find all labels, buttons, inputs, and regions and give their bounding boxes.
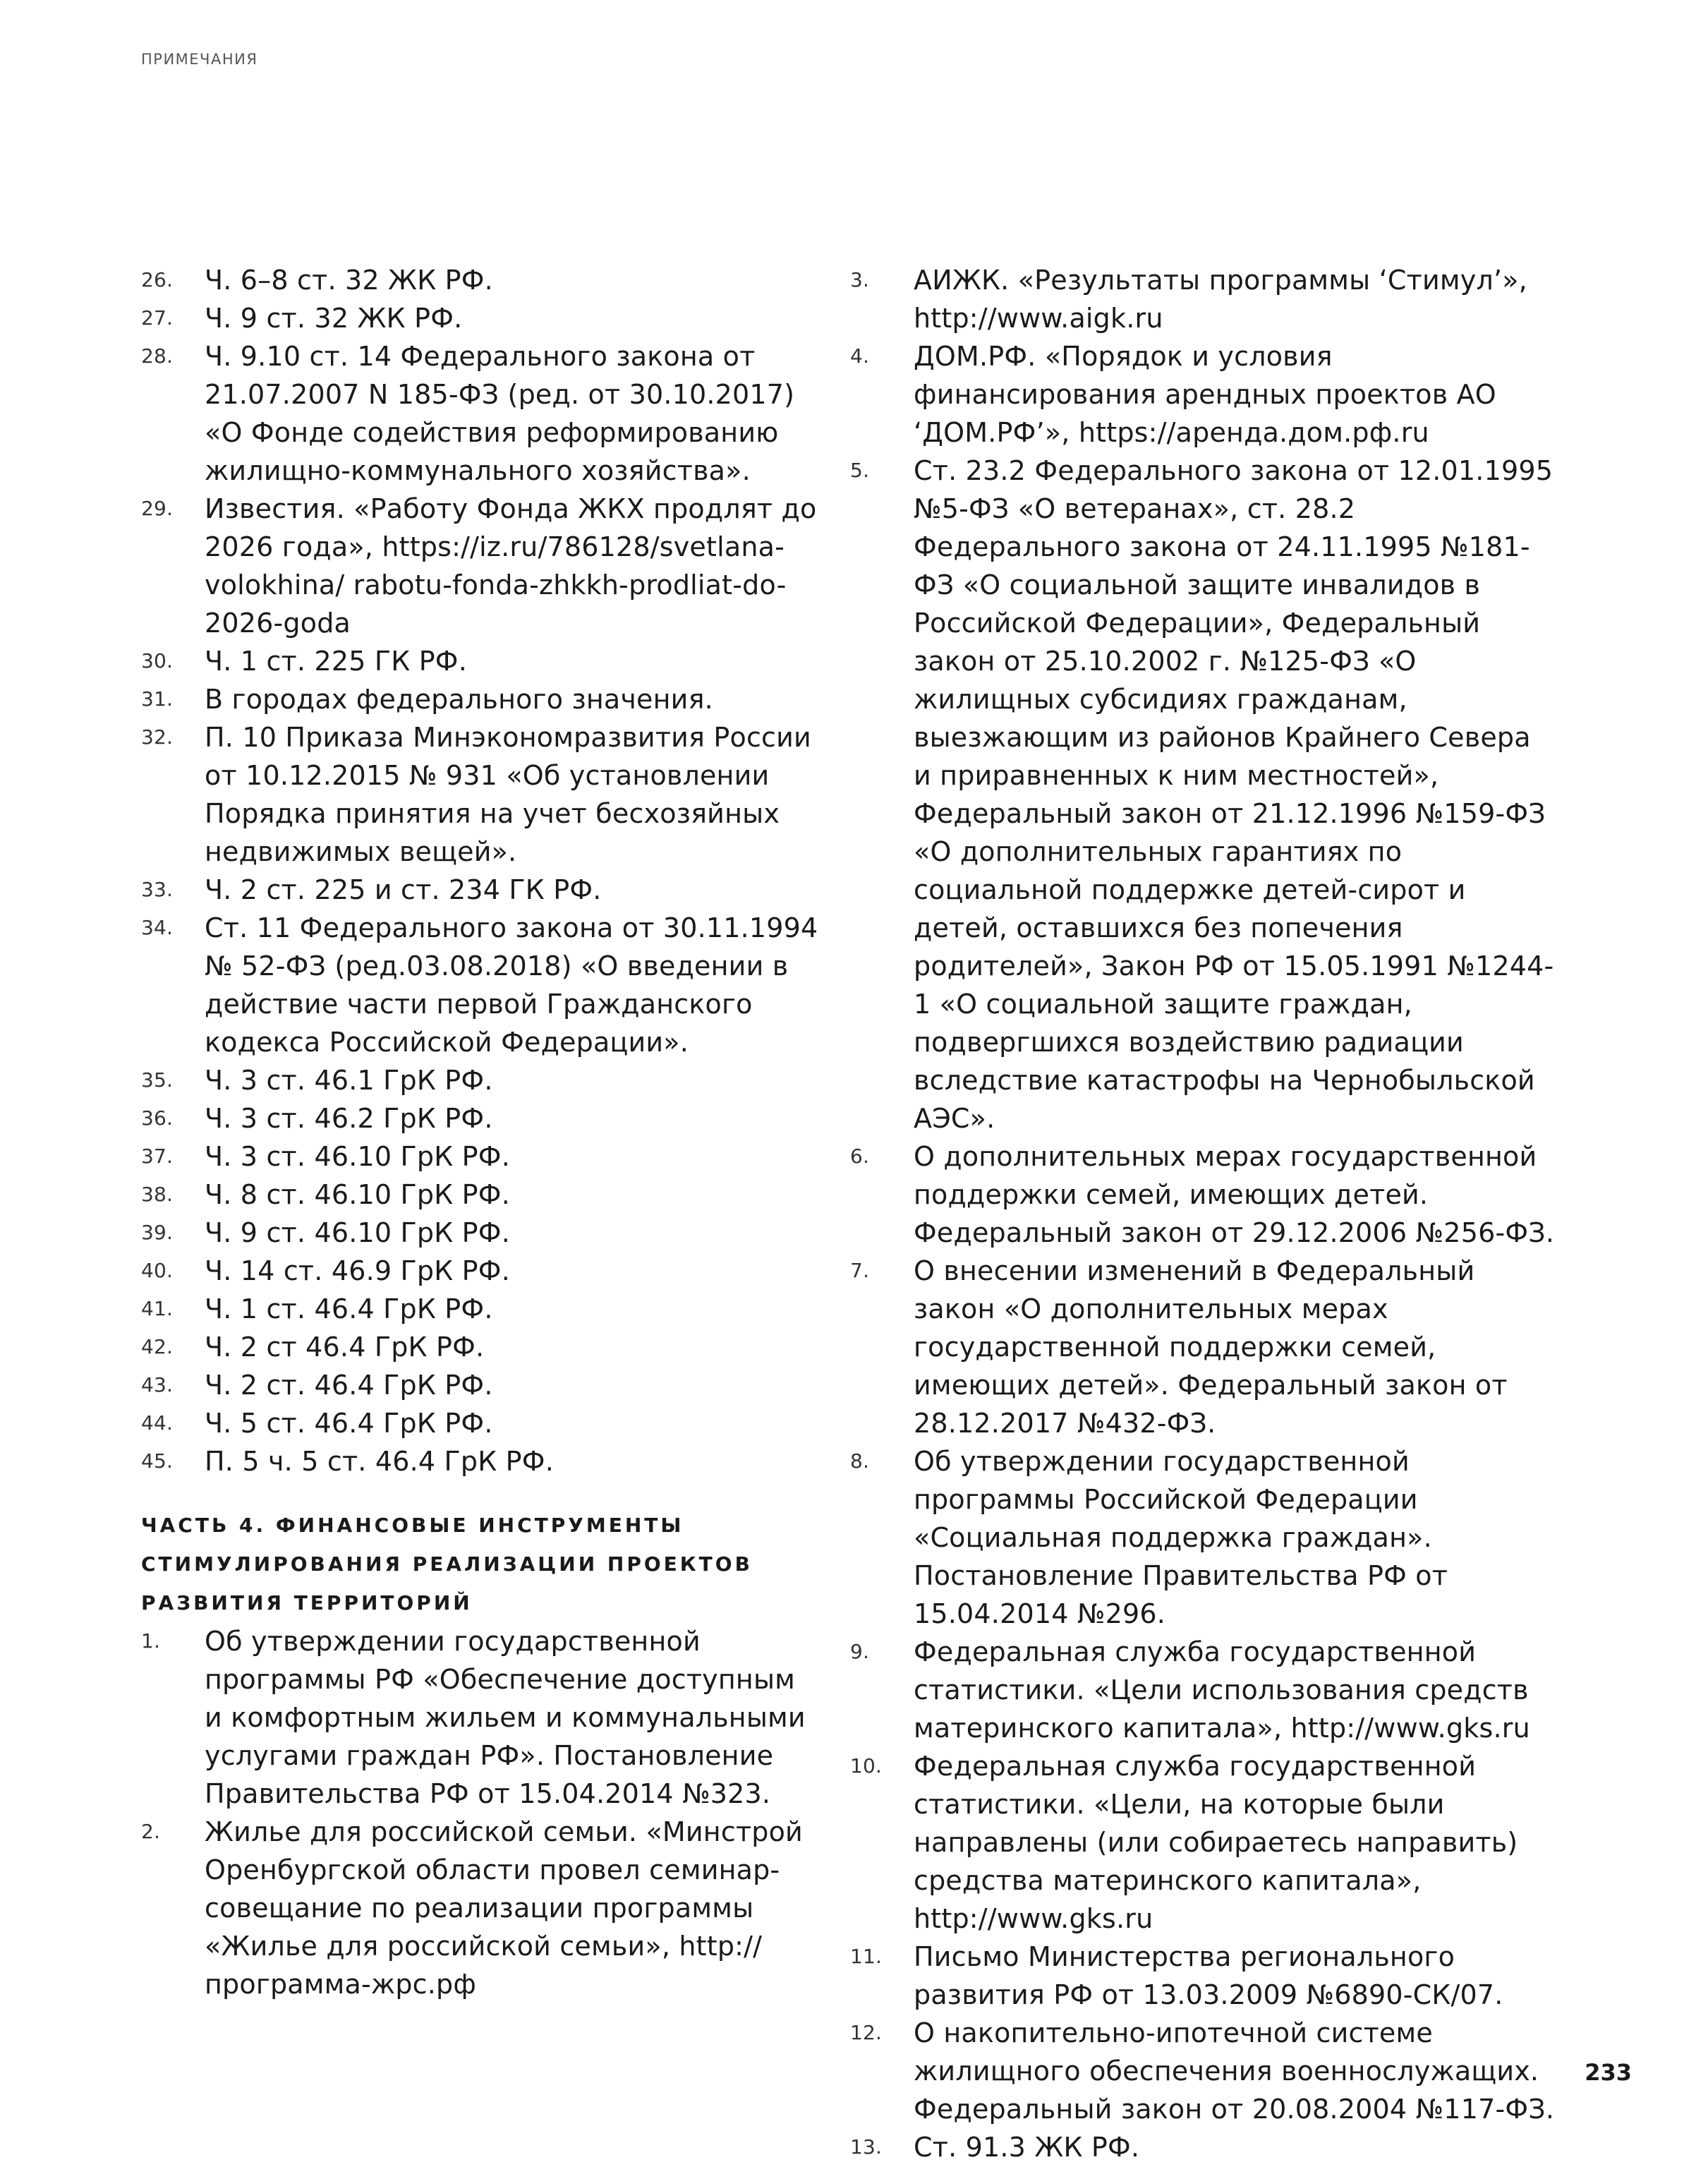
footnote-text: Ч. 3 ст. 46.10 ГрК РФ. (205, 1141, 510, 1172)
footnote-item (141, 871, 818, 909)
section-heading-line: ЧАСТЬ 4. ФИНАНСОВЫЕ ИНСТРУМЕНТЫ (141, 1514, 684, 1537)
left-column (141, 261, 818, 2003)
footnote-number: 11. (850, 1945, 883, 1968)
footnote-number: 35. (141, 1068, 174, 1092)
running-header: ПРИМЕЧАНИЯ (141, 51, 258, 68)
footnote-item (850, 1252, 1556, 1442)
footnote-item (141, 718, 818, 871)
footnote-item (141, 490, 818, 642)
footnote-text: Ч. 2 ст. 46.4 ГрК РФ. (205, 1370, 493, 1401)
footnote-text: О внесении изменений в Федеральный закон «О дополнительных мерах государственной поддержки семей, имеющих детей». Федеральный закон от 28.12.2017 №432-ФЗ. (914, 1255, 1508, 1439)
section-heading (141, 1506, 818, 1622)
footnote-item (141, 1813, 818, 2003)
footnote-item (141, 642, 818, 680)
footnote-item (850, 337, 1556, 452)
footnote-item (141, 261, 818, 299)
footnote-number: 6. (850, 1145, 870, 1168)
footnote-text: ДОМ.РФ. «Порядок и условия финансирования арендных проектов АО ‘ДОМ.РФ’», https://аренда.дом.рф.ru (914, 341, 1496, 448)
footnote-item (141, 1214, 818, 1252)
footnote-number: 8. (850, 1449, 870, 1473)
footnote-item (141, 909, 818, 1061)
footnote-item (141, 1442, 818, 1480)
footnote-number: 1. (141, 1629, 161, 1653)
footnote-item (850, 2014, 1556, 2128)
footnote-number: 4. (850, 344, 870, 368)
footnote-text: В городах федерального значения. (205, 684, 713, 715)
footnote-text: Об утверждении государственной программы Российской Федерации «Социальная поддержка граждан». Постановление Правительства РФ от 15.04.2014 №296. (914, 1446, 1448, 1629)
footnote-item (850, 2128, 1556, 2166)
footnote-number: 29. (141, 497, 174, 520)
footnote-number: 12. (850, 2021, 883, 2044)
footnote-number: 39. (141, 1221, 174, 1244)
footnote-text: Ч. 1 ст. 225 ГК РФ. (205, 646, 467, 677)
section-notes-list (141, 1622, 818, 2003)
footnote-item (141, 1290, 818, 1328)
footnote-number: 7. (850, 1259, 870, 1282)
footnote-text: П. 10 Приказа Минэкономразвития России от 10.12.2015 № 931 «Об установлении Порядка принятия на учет бесхозяйных недвижимых вещей». (205, 722, 811, 867)
footnote-number: 32. (141, 725, 174, 749)
footnote-item (141, 1366, 818, 1404)
footnote-number: 34. (141, 916, 174, 939)
footnote-text: Ст. 91.3 ЖК РФ. (914, 2132, 1140, 2163)
footnote-item (850, 1747, 1556, 1938)
footnote-number: 36. (141, 1106, 174, 1130)
footnote-text: Ч. 2 ст 46.4 ГрК РФ. (205, 1332, 485, 1363)
footnote-number: 33. (141, 878, 174, 901)
footnote-number: 44. (141, 1411, 174, 1435)
footnote-number: 41. (141, 1297, 174, 1320)
footnote-text: Ч. 2 ст. 225 и ст. 234 ГК РФ. (205, 874, 602, 905)
footnote-number: 28. (141, 344, 174, 368)
footnote-item (141, 1099, 818, 1137)
footnote-number: 5. (850, 459, 870, 482)
footnote-text: Письмо Министерства регионального развития РФ от 13.03.2009 №6890-СК/07. (914, 1941, 1503, 2010)
footnote-text: Ч. 6–8 ст. 32 ЖК РФ. (205, 265, 493, 296)
footnote-text: Жилье для российской семьи. «Минстрой Оренбургской области провел семинар-совещание по реализации программы «Жилье для российской семьи», http:// программа-жрс.рф (205, 1816, 803, 2000)
footnote-text: Ч. 9.10 ст. 14 Федерального закона от 21.07.2007 N 185-ФЗ (ред. от 30.10.2017) «О Фонде содействия реформированию жилищно-коммунального хозяйства». (205, 341, 795, 486)
footnote-number: 40. (141, 1259, 174, 1282)
footnote-number: 13. (850, 2135, 883, 2159)
footnote-item (141, 299, 818, 337)
footnote-number: 45. (141, 1449, 174, 1473)
footnote-text: П. 5 ч. 5 ст. 46.4 ГрК РФ. (205, 1446, 554, 1477)
footnote-number: 42. (141, 1335, 174, 1358)
footnote-item (850, 1137, 1556, 1252)
footnote-text: АИЖК. «Результаты программы ‘Стимул’», http://www.aigk.ru (914, 265, 1527, 334)
right-column (850, 261, 1556, 2166)
footnote-number: 10. (850, 1754, 883, 1777)
footnote-text: Ч. 5 ст. 46.4 ГрК РФ. (205, 1408, 493, 1439)
footnote-text: Федеральная служба государственной статистики. «Цели использования средств материнского капитала», http://www.gks.ru (914, 1636, 1530, 1744)
footnote-item (141, 680, 818, 718)
footnote-text: Ч. 14 ст. 46.9 ГрК РФ. (205, 1255, 510, 1286)
right-notes-list (850, 261, 1556, 2166)
footnote-number: 27. (141, 306, 174, 330)
footnote-item (141, 1137, 818, 1176)
footnote-item (141, 1252, 818, 1290)
footnote-number: 31. (141, 687, 174, 711)
footnote-item (141, 1622, 818, 1813)
footnote-text: О накопительно-ипотечной системе жилищного обеспечения военнослужащих. Федеральный закон от 20.08.2004 №117-ФЗ. (914, 2017, 1555, 2125)
footnote-number: 2. (141, 1820, 161, 1843)
footnote-item (850, 261, 1556, 337)
footnote-text: Об утверждении государственной программы РФ «Обеспечение доступным и комфортным жильем и коммунальными услугами граждан РФ». Постановление Правительства РФ от 15.04.2014 №323. (205, 1626, 806, 1809)
footnote-text: Ч. 3 ст. 46.2 ГрК РФ. (205, 1103, 493, 1134)
footnote-text: О дополнительных мерах государственной поддержки семей, имеющих детей. Федеральный закон от 29.12.2006 №256-ФЗ. (914, 1141, 1555, 1248)
footnote-number: 38. (141, 1183, 174, 1206)
footnote-text: Ч. 1 ст. 46.4 ГрК РФ. (205, 1293, 493, 1324)
footnote-text: Ст. 23.2 Федерального закона от 12.01.1995 №5-ФЗ «О ветеранах», ст. 28.2 Федерального закона от 24.11.1995 №181-ФЗ «О социальной защите инвалидов в Российской Федерации», Федеральный закон от 25.10.2002 г. №125-ФЗ «О жилищных субсидиях гражданам, выезжающим из районов Крайнего Севера и приравненных к ним местностей», Федеральный закон от 21.12.1996 №159-ФЗ «О дополнительных гарантиях по социальной поддержке детей-сирот и детей, оставшихся без попечения родителей», Закон РФ от 15.05.1991 №1244-1 «О социальной защите граждан, подвергшихся воздействию радиации вследствие катастрофы на Чернобыльской АЭС». (914, 455, 1554, 1134)
footnote-item (141, 1404, 818, 1442)
footnote-number: 43. (141, 1373, 174, 1396)
footnote-text: Ч. 3 ст. 46.1 ГрК РФ. (205, 1065, 493, 1096)
footnote-item (141, 1176, 818, 1214)
page-number: 233 (1585, 2059, 1632, 2086)
footnote-item (141, 1061, 818, 1099)
footnote-item (850, 1633, 1556, 1747)
footnote-text: Ст. 11 Федерального закона от 30.11.1994 № 52-ФЗ (ред.03.08.2018) «О введении в действие части первой Гражданского кодекса Российской Федерации». (205, 912, 818, 1058)
section-heading-line: СТИМУЛИРОВАНИЯ РЕАЛИЗАЦИИ ПРОЕКТОВ (141, 1552, 753, 1576)
footnote-number: 3. (850, 268, 870, 291)
footnote-text: Известия. «Работу Фонда ЖКХ продлят до 2026 года», https://iz.ru/786128/svetlana-volokhina/ rabotu-fonda-zhkkh-prodliat-do-2026-goda (205, 493, 817, 639)
footnote-item (850, 1938, 1556, 2014)
footnote-item (850, 1442, 1556, 1633)
footnote-text: Федеральная служба государственной статистики. «Цели, на которые были направлены (или собираетесь направить) средства материнского капитала», http://www.gks.ru (914, 1751, 1518, 1934)
footnote-number: 26. (141, 268, 174, 291)
footnote-number: 37. (141, 1145, 174, 1168)
footnote-text: Ч. 9 ст. 46.10 ГрК РФ. (205, 1217, 510, 1248)
footnote-item (141, 337, 818, 490)
footnote-number: 9. (850, 1640, 870, 1663)
footnote-item (850, 452, 1556, 1137)
footnote-text: Ч. 8 ст. 46.10 ГрК РФ. (205, 1179, 510, 1210)
footnote-item (141, 1328, 818, 1366)
section-heading-line: РАЗВИТИЯ ТЕРРИТОРИЙ (141, 1591, 473, 1614)
footnote-number: 30. (141, 649, 174, 672)
left-notes-list (141, 261, 818, 1480)
footnote-text: Ч. 9 ст. 32 ЖК РФ. (205, 303, 463, 334)
